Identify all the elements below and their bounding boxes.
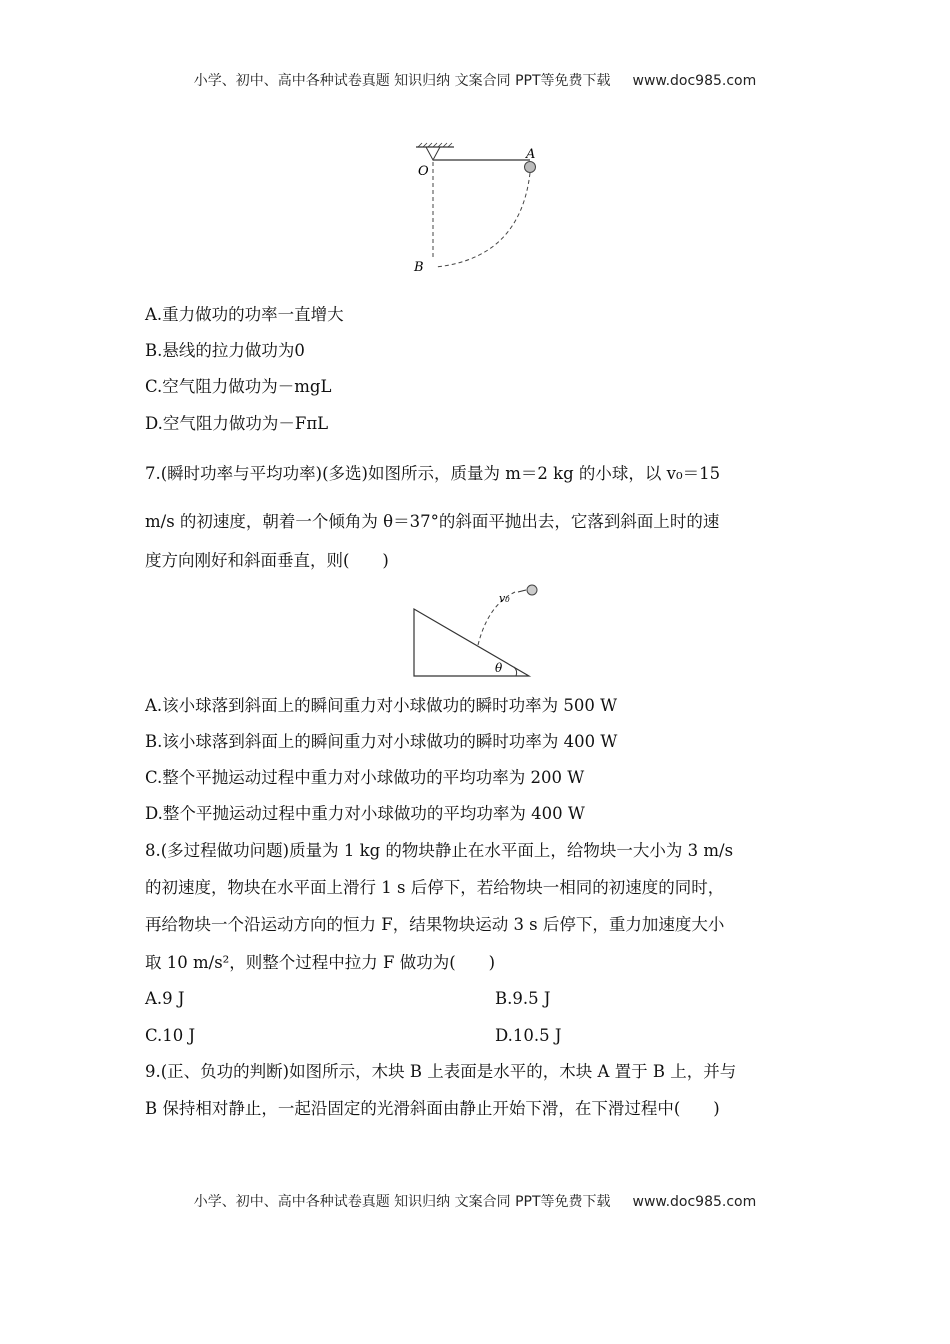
q8-line-4: 取 10 m/s²，则整个过程中拉力 F 做功为( ) xyxy=(145,953,496,972)
footer-text: 小学、初中、高中各种试卷真题 知识归纳 文案合同 PPT等免费下载 xyxy=(193,1194,611,1210)
q9-line-1: 9.(正、负功的判断)如图所示，木块 B 上表面是水平的，木块 A 置于 B 上，并与 xyxy=(145,1062,737,1081)
q8-option-c: C.10 J xyxy=(145,1026,196,1045)
label-A: A xyxy=(526,147,536,162)
page-header xyxy=(0,70,950,90)
q7-option-b: B.该小球落到斜面上的瞬间重力对小球做功的瞬时功率为 400 W xyxy=(145,732,618,751)
q7-line-2: m/s 的初速度，朝着一个倾角为 θ＝37°的斜面平抛出去，它落到斜面上时的速 xyxy=(145,512,720,531)
q8-line-1: 8.(多过程做功问题)质量为 1 kg 的物块静止在水平面上，给物块一大小为 3 m/s xyxy=(145,841,734,860)
q7-option-d: D.整个平抛运动过程中重力对小球做功的平均功率为 400 W xyxy=(145,804,585,823)
q8-option-d: D.10.5 J xyxy=(495,1026,562,1045)
q6-option-a: A.重力做功的功率一直增大 xyxy=(145,305,344,324)
q8-line-2: 的初速度，物块在水平面上滑行 1 s 后停下，若给物块一相同的初速度的同时， xyxy=(145,878,725,897)
header-text: 小学、初中、高中各种试卷真题 知识归纳 文案合同 PPT等免费下载 xyxy=(193,73,611,89)
label-theta: θ xyxy=(495,661,503,675)
label-B: B xyxy=(414,260,424,275)
footer-site[interactable]: www.doc985.com xyxy=(632,1194,757,1210)
q8-option-b: B.9.5 J xyxy=(495,989,551,1008)
q7-option-a: A.该小球落到斜面上的瞬间重力对小球做功的瞬时功率为 500 W xyxy=(145,696,618,715)
q8-option-a: A.9 J xyxy=(145,989,185,1008)
q7-line-1: 7.(瞬时功率与平均功率)(多选)如图所示，质量为 m＝2 kg 的小球，以 v₀＝15 xyxy=(145,464,721,483)
q8-line-3: 再给物块一个沿运动方向的恒力 F，结果物块运动 3 s 后停下，重力加速度大小 xyxy=(145,915,725,934)
q7-line-3: 度方向刚好和斜面垂直，则( ) xyxy=(145,551,389,570)
q6-option-c: C.空气阻力做功为－mgL xyxy=(145,377,332,396)
incline-figure xyxy=(400,575,550,685)
q7-option-c: C.整个平抛运动过程中重力对小球做功的平均功率为 200 W xyxy=(145,768,585,787)
q9-line-2: B 保持相对静止，一起沿固定的光滑斜面由静止开始下滑，在下滑过程中( ) xyxy=(145,1099,720,1118)
label-v0: v₀ xyxy=(499,592,510,605)
pendulum-figure xyxy=(400,140,560,280)
label-O: O xyxy=(418,164,429,179)
header-site[interactable]: www.doc985.com xyxy=(632,73,757,89)
q6-option-d: D.空气阻力做功为－FπL xyxy=(145,414,329,433)
page-footer xyxy=(0,1191,950,1211)
q6-option-b: B.悬线的拉力做功为0 xyxy=(145,341,305,360)
